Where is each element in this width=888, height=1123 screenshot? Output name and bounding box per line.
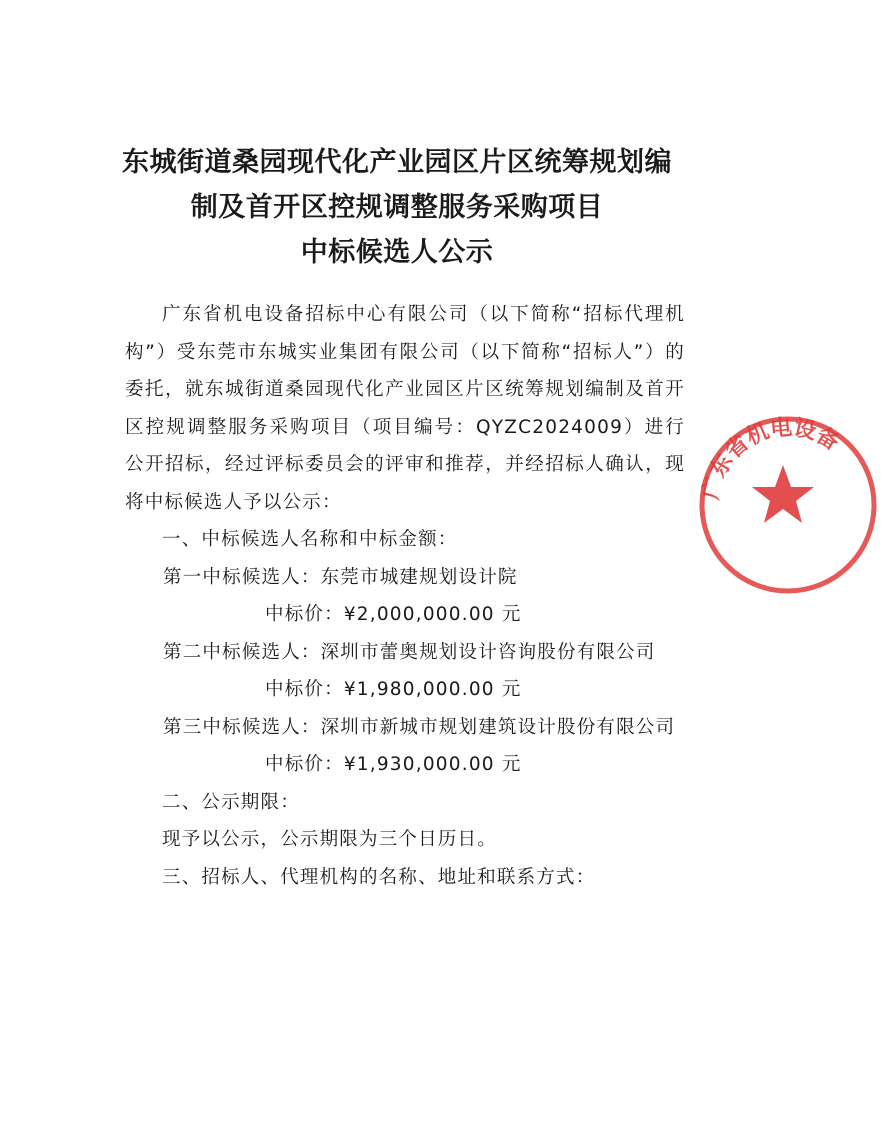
candidate-name: 深圳市新城市规划建筑设计股份有限公司 — [320, 716, 676, 738]
candidate-name: 东莞市城建规划设计院 — [320, 566, 518, 588]
official-seal — [688, 405, 888, 605]
price-value: ¥1,930,000.00 元 — [343, 754, 522, 775]
candidate-3 — [125, 709, 685, 784]
document-body — [125, 296, 685, 896]
title-line-1: 东城街道桑园现代化产业园区片区统筹规划编 — [122, 147, 672, 178]
title-line-3: 中标候选人公示 — [300, 237, 494, 268]
candidate-2 — [125, 634, 685, 709]
candidate-name: 深圳市蕾奥规划设计咨询股份有限公司 — [320, 641, 656, 663]
price-label: 中标价： — [265, 604, 344, 625]
intro-paragraph: 广东省机电设备招标中心有限公司（以下简称“招标代理机构”）受东莞市东城实业集团有限公司（以下简称“招标人”）的委托，就东城街道桑园现代化产业园区片区统筹规划编制及首开区控规调整服务采购项目（项目编号：QYZC2024009）进行公开招标，经过评标委员会的评审和推荐，并经招标人确认，现将中标候选人予以公示： — [125, 304, 685, 513]
price-label: 中标价： — [265, 754, 344, 775]
document-title — [100, 140, 694, 275]
price-value: ¥1,980,000.00 元 — [343, 679, 522, 700]
candidate-label: 第一中标候选人： — [163, 566, 321, 588]
candidate-label: 第二中标候选人： — [163, 641, 321, 663]
section3-heading: 三、招标人、代理机构的名称、地址和联系方式： — [162, 866, 596, 888]
section2-text: 现予以公示，公示期限为三个日历日。 — [162, 829, 497, 850]
section1-heading: 一、中标候选人名称和中标金额： — [162, 529, 458, 550]
price-label: 中标价： — [265, 679, 344, 700]
title-line-2: 制及首开区控规调整服务采购项目 — [190, 192, 604, 223]
candidate-label: 第三中标候选人： — [163, 716, 321, 738]
section2-heading: 二、公示期限： — [162, 791, 300, 813]
price-value: ¥2,000,000.00 元 — [343, 604, 522, 625]
seal-text: 广东省机电设备 — [698, 415, 844, 502]
candidate-1 — [125, 559, 685, 634]
